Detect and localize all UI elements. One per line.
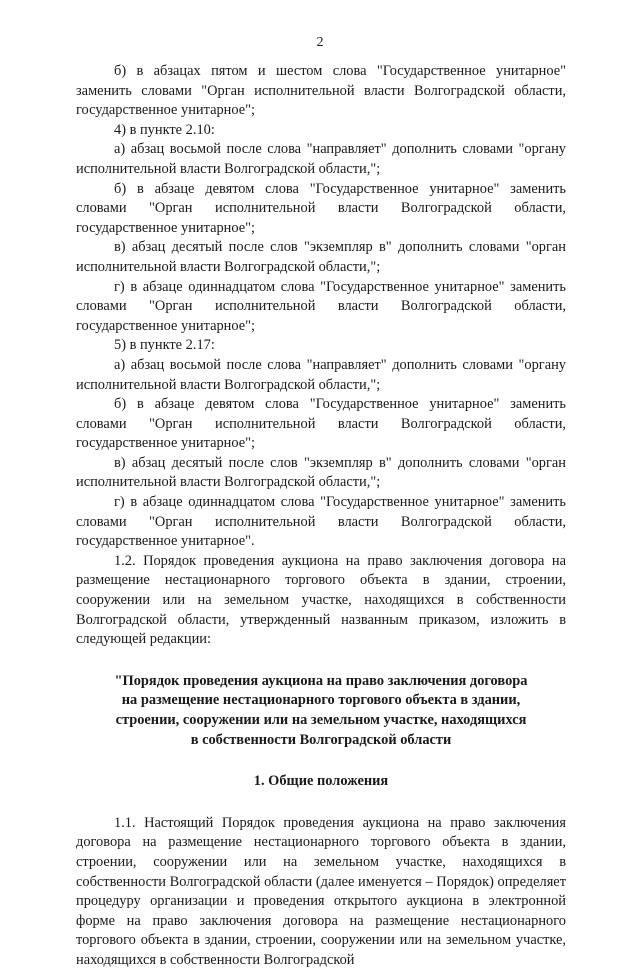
paragraph: б) в абзаце девятом слова "Государственное унитарное" заменить словами "Орган исполнительной власти Волгоградской области, государственное унитарное"; — [76, 396, 566, 452]
paragraph: в) абзац десятый после слов "экземпляр в" дополнить словами "орган исполнительной власти Волгоградской области,"; — [76, 454, 566, 491]
page-number: 2 — [316, 35, 324, 50]
paragraph: 5) в пункте 2.17: — [114, 337, 215, 354]
section-title: 1. Общие положения — [253, 773, 389, 790]
document-body — [76, 62, 566, 971]
heading-line: строении, сооружении или на земельном участке, находящихся — [115, 712, 527, 728]
heading-line: на размещение нестационарного торгового объекта в здании, — [121, 692, 521, 709]
paragraph: г) в абзаце одиннадцатом слова "Государственное унитарное" заменить словами "Орган исполнительной власти Волгоградской области, государственное унитарное"; — [76, 278, 566, 334]
paragraph: 1.1. Настоящий Порядок проведения аукциона на право заключения договора на размещение нестационарного торгового объекта в здании, строении, сооружении или на земельном участке, находящихся в собственности Волгоградской области (далее именуется – Порядок) определяет процедуру организации и проведения открытого аукциона в электронной форме на право заключения договора на размещение нестационарного торгового объекта в здании, строении, сооружении или на земельном участке, находящихся в собственности Волгоградской — [76, 814, 566, 968]
paragraph: б) в абзаце девятом слова "Государственное унитарное" заменить словами "Орган исполнительной власти Волгоградской области, государственное унитарное"; — [76, 180, 566, 236]
procedure-heading — [76, 672, 566, 750]
paragraph: г) в абзаце одиннадцатом слова "Государственное унитарное" заменить словами "Орган исполнительной власти Волгоградской области, государственное унитарное". — [76, 494, 566, 550]
heading-line: "Порядок проведения аукциона на право заключения договора — [114, 672, 528, 689]
paragraph: в) абзац десятый после слов "экземпляр в" дополнить словами "орган исполнительной власти Волгоградской области,"; — [76, 239, 566, 275]
paragraph: а) абзац восьмой после слова "направляет" дополнить словами "органу исполнительной власти Волгоградской области,"; — [76, 356, 566, 393]
paragraph: 1.2. Порядок проведения аукциона на право заключения договора на размещение нестационарного торгового объекта в здании, строении, сооружении или на земельном участке, находящихся в собственности Волгоградской области, утвержденный названным приказом, изложить в следующей редакции: — [76, 552, 566, 648]
paragraph: б) в абзацах пятом и шестом слова "Государственное унитарное" заменить словами "Орган исполнительной власти Волгоградской области, государственное унитарное"; — [76, 63, 566, 119]
paragraph: а) абзац восьмой после слова "направляет" дополнить словами "органу исполнительной власти Волгоградской области,"; — [76, 141, 566, 177]
heading-line: в собственности Волгоградской области — [190, 731, 452, 748]
paragraph: 4) в пункте 2.10: — [114, 121, 215, 138]
